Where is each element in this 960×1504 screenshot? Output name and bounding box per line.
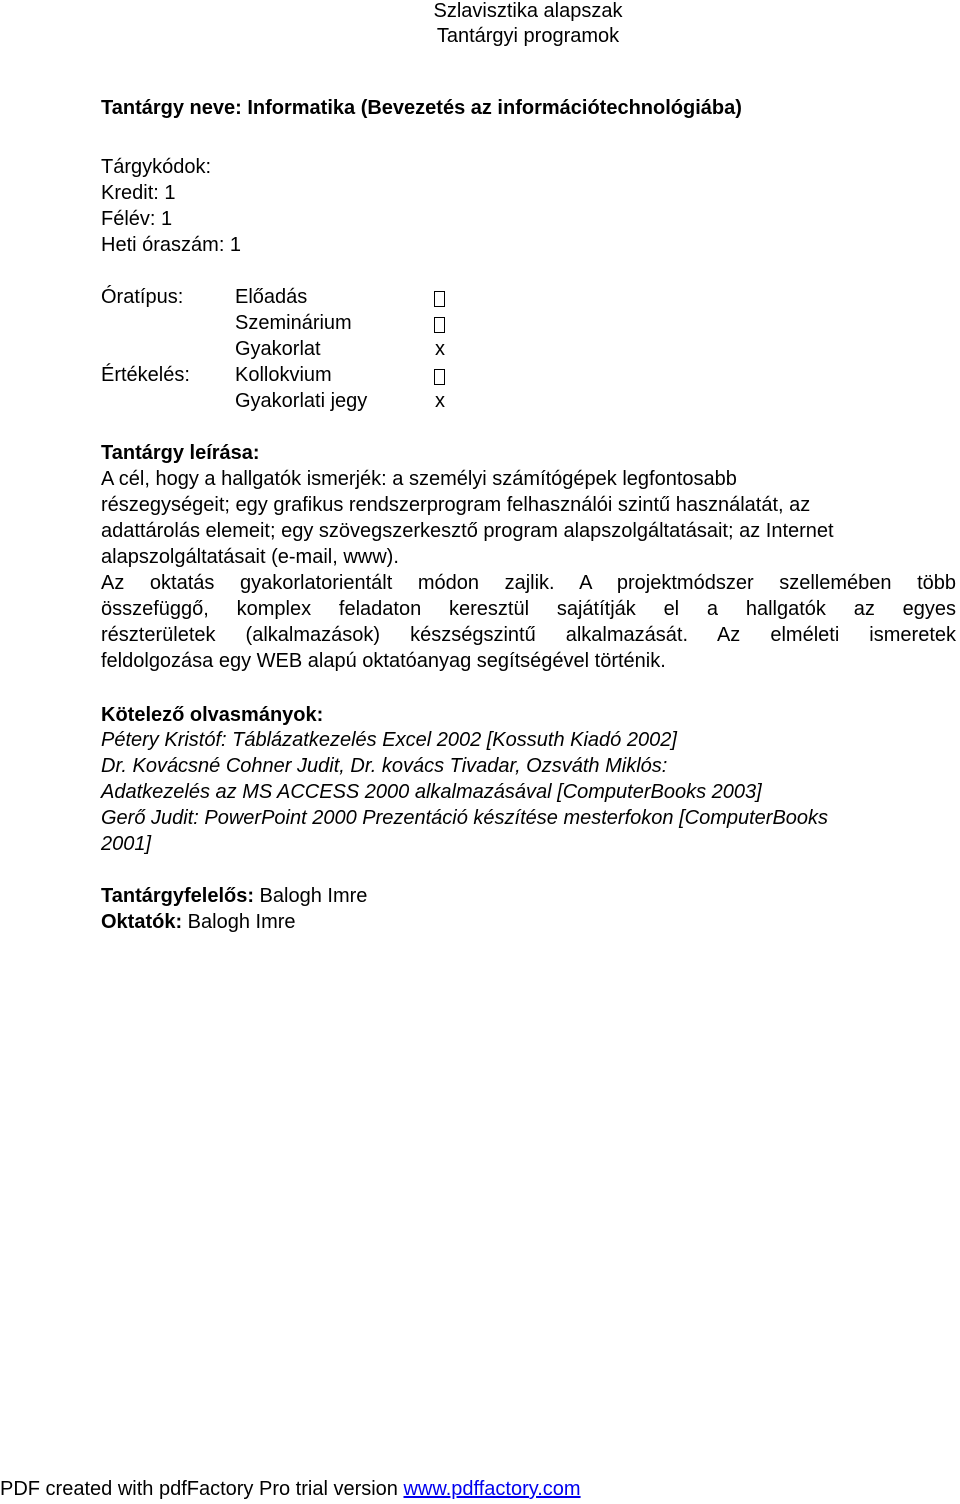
evaluation-option-kollokvium: Kollokvium: [235, 364, 332, 386]
pdffactory-link[interactable]: www.pdffactory.com: [403, 1478, 581, 1500]
evaluation-option-gyakorlati-jegy: Gyakorlati jegy: [235, 390, 368, 412]
description-line: A cél, hogy a hallgatók ismerjék: a személyi számítógépek legfontosabb: [101, 468, 737, 490]
responsible-label: Tantárgyfelelős:: [101, 885, 254, 907]
class-type-label: Óratípus:: [101, 286, 184, 308]
description-line: adattárolás elemeit; egy szövegszerkesztő program alapszolgáltatásait; az Internet: [101, 520, 834, 542]
checkbox-szeminarium: [434, 314, 445, 337]
readings-heading: Kötelező olvasmányok:: [101, 704, 324, 726]
footer-text: PDF created with pdfFactory Pro trial version: [0, 1478, 404, 1500]
header-line-1: Szlavisztika alapszak: [433, 0, 623, 22]
description-line: részegységeit; egy grafikus rendszerprogram felhasználói szintű használatát, az: [101, 494, 811, 516]
subject-title: Tantárgy neve: Informatika (Bevezetés az információtechnológiába): [101, 97, 742, 119]
checked-mark-gyakorlati-jegy: [433, 390, 447, 413]
teachers-name: Balogh Imre: [182, 911, 296, 933]
reading-item: Pétery Kristóf: Táblázatkezelés Excel 2002 [Kossuth Kiadó 2002]: [101, 729, 677, 751]
checkbox-kollokvium: [434, 366, 445, 389]
description-line: feldolgozása egy WEB alapú oktatóanyag segítségével történik.: [101, 650, 666, 672]
class-type-option-szeminarium: Szeminárium: [235, 312, 352, 334]
checkbox-eloadas: [434, 288, 445, 311]
header-line-2: Tantárgyi programok: [436, 25, 620, 47]
empty-checkbox-icon: [434, 291, 445, 307]
subject-codes: Tárgykódok:: [101, 156, 212, 178]
evaluation-label: Értékelés:: [101, 364, 190, 386]
empty-checkbox-icon: [434, 317, 445, 333]
subject-credit: Kredit: 1: [101, 182, 176, 204]
class-type-option-eloadas: Előadás: [235, 286, 308, 308]
checked-mark-gyakorlat: [433, 338, 447, 361]
responsible-row: [101, 885, 367, 908]
x-mark-icon: x: [435, 338, 445, 360]
pdf-footer: [0, 1478, 581, 1501]
subject-weekly-hours: Heti óraszám: 1: [101, 234, 242, 256]
reading-item: 2001]: [101, 833, 152, 855]
x-mark-icon: x: [435, 390, 445, 412]
reading-item: Adatkezelés az MS ACCESS 2000 alkalmazásával [ComputerBooks 2003]: [101, 781, 762, 803]
reading-item: Gerő Judit: PowerPoint 2000 Prezentáció készítése mesterfokon [ComputerBooks: [101, 807, 829, 829]
description-line: alapszolgáltatásait (e-mail, www).: [101, 546, 399, 568]
teachers-row: [101, 911, 296, 934]
description-heading: Tantárgy leírása:: [101, 442, 260, 464]
description-line: összefüggő, komplex feladaton keresztül sajátítják el a hallgatók az egyes: [101, 598, 956, 620]
description-line: Az oktatás gyakorlatorientált módon zajlik. A projektmódszer szellemében több: [101, 572, 956, 594]
teachers-label: Oktatók:: [101, 911, 183, 933]
reading-item: Dr. Kovácsné Cohner Judit, Dr. kovács Tivadar, Ozsváth Miklós:: [101, 755, 668, 777]
responsible-name: Balogh Imre: [254, 885, 368, 907]
description-line: részterületek (alkalmazások) készségszintű alkalmazását. Az elméleti ismeretek: [101, 624, 956, 646]
empty-checkbox-icon: [434, 369, 445, 385]
class-type-option-gyakorlat: Gyakorlat: [235, 338, 321, 360]
subject-semester: Félév: 1: [101, 208, 173, 230]
